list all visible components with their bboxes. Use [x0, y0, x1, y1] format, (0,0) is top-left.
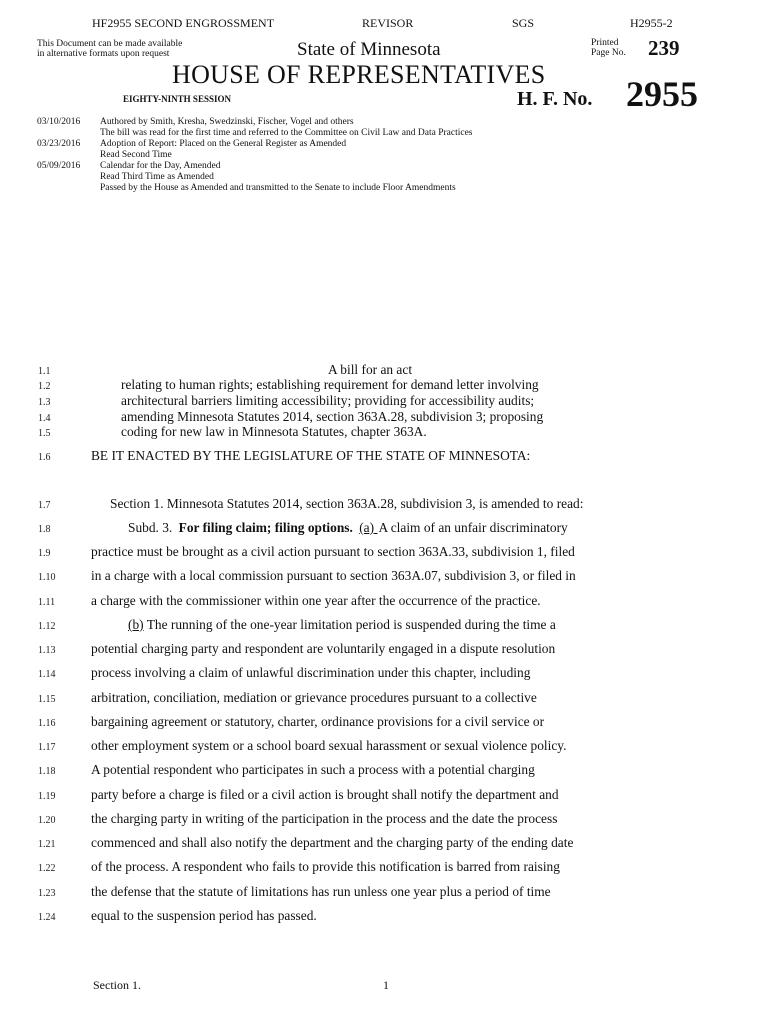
- session-label: EIGHTY-NINTH SESSION: [123, 94, 231, 104]
- header-bill-id: HF2955 SECOND ENGROSSMENT: [92, 16, 275, 30]
- history-entry: Authored by Smith, Kresha, Swedzinski, Fischer, Vogel and others: [100, 117, 354, 127]
- bill-description-line: amending Minnesota Statutes 2014, section 363A.28, subdivision 3; proposing: [121, 409, 544, 424]
- paragraph-a-line: a charge with the commissioner within one year after the occurrence of the practice.: [91, 593, 541, 608]
- hf-number: 2955: [626, 74, 698, 114]
- bill-description-line: coding for new law in Minnesota Statutes, chapter 363A.: [121, 424, 427, 439]
- hf-label: H. F. No.: [517, 88, 593, 110]
- paragraph-b-line: bargaining agreement or statutory, charter, ordinance provisions for a civil service or: [91, 714, 545, 729]
- history-entry: Passed by the House as Amended and transmitted to the Senate to include Floor Amendments: [100, 183, 456, 193]
- line-number: 1.9: [38, 548, 51, 559]
- paragraph-b-line: equal to the suspension period has passed.: [91, 908, 317, 923]
- page-number: 1: [383, 978, 389, 992]
- bill-description-line: architectural barriers limiting accessibility; providing for accessibility audits;: [121, 393, 535, 408]
- history-entry: Calendar for the Day, Amended: [100, 161, 221, 171]
- line-number: 1.22: [38, 863, 56, 874]
- line-number: 1.2: [38, 381, 51, 392]
- line-number: 1.20: [38, 815, 56, 826]
- line-number: 1.8: [38, 524, 51, 535]
- line-number: 1.14: [38, 669, 56, 680]
- paragraph-b-line: other employment system or a school board sexual harassment or sexual violence policy.: [91, 738, 567, 753]
- subdivision-heading-line: [128, 520, 568, 536]
- paragraph-b-line: arbitration, conciliation, mediation or grievance procedures pursuant to a collective: [91, 690, 537, 705]
- accessibility-notice-line-2: in alternative formats upon request: [37, 49, 170, 59]
- page-no-label: Page No.: [591, 48, 626, 58]
- paragraph-b-line: the defense that the statute of limitations has run unless one year plus a period of time: [91, 884, 551, 899]
- paragraph-a-line: in a charge with a local commission pursuant to section 363A.07, subdivision 3, or filed in: [91, 568, 576, 583]
- paragraph-a-text: A claim of an unfair discriminatory: [378, 520, 568, 535]
- history-entry: Read Second Time: [100, 150, 172, 160]
- history-entry: Read Third Time as Amended: [100, 172, 214, 182]
- line-number: 1.18: [38, 766, 56, 777]
- header-revisor: REVISOR: [362, 16, 414, 30]
- history-date: 03/10/2016: [37, 117, 81, 127]
- history-entry: Adoption of Report: Placed on the General Register as Amended: [100, 139, 347, 149]
- paragraph-b-line: potential charging party and respondent are voluntarily engaged in a dispute resolution: [91, 641, 556, 656]
- line-number: 1.12: [38, 621, 56, 632]
- subdivision-label: Subd. 3.: [128, 520, 173, 535]
- header-doc-number: H2955-2: [630, 16, 673, 30]
- paragraph-b-line: A potential respondent who participates in such a process with a potential charging: [91, 762, 535, 777]
- paragraph-b-line: process involving a claim of unlawful discrimination under this chapter, including: [91, 665, 531, 680]
- line-number: 1.4: [38, 413, 51, 424]
- line-number: 1.23: [38, 888, 56, 899]
- paragraph-b-first-line: [128, 617, 556, 633]
- line-number: 1.7: [38, 500, 51, 511]
- line-number: 1.24: [38, 912, 56, 923]
- printed-label: Printed: [591, 38, 619, 48]
- line-number: 1.6: [38, 452, 51, 463]
- history-date: 03/23/2016: [37, 139, 81, 149]
- paragraph-b-line: commenced and shall also notify the department and the charging party of the ending date: [91, 835, 574, 850]
- line-number: 1.19: [38, 791, 56, 802]
- printed-page-number: 239: [648, 36, 680, 60]
- paragraph-b-line: of the process. A respondent who fails to provide this notification is barred from raising: [91, 859, 560, 874]
- paragraph-b-text: The running of the one-year limitation period is suspended during the time a: [146, 617, 556, 632]
- chamber-title: HOUSE OF REPRESENTATIVES: [172, 60, 546, 89]
- accessibility-notice-line-1: This Document can be made available: [37, 39, 183, 49]
- paragraph-b-marker: (b): [128, 617, 144, 632]
- line-number: 1.17: [38, 742, 56, 753]
- enacting-clause: BE IT ENACTED BY THE LEGISLATURE OF THE STATE OF MINNESOTA:: [91, 448, 531, 463]
- bill-description-line: relating to human rights; establishing requirement for demand letter involving: [121, 377, 539, 392]
- paragraph-b-line: party before a charge is filed or a civil action is brought shall notify the department and: [91, 787, 559, 802]
- line-number: 1.13: [38, 645, 56, 656]
- line-number: 1.21: [38, 839, 56, 850]
- line-number: 1.10: [38, 572, 56, 583]
- line-number: 1.1: [38, 366, 51, 377]
- section-intro: Section 1. Minnesota Statutes 2014, section 363A.28, subdivision 3, is amended to read:: [110, 496, 584, 511]
- paragraph-a-line: practice must be brought as a civil action pursuant to section 363A.33, subdivision 1, filed: [91, 544, 575, 559]
- line-number: 1.16: [38, 718, 56, 729]
- paragraph-b-line: the charging party in writing of the participation in the process and the date the process: [91, 811, 558, 826]
- line-number: 1.5: [38, 428, 51, 439]
- header-initials: SGS: [512, 16, 535, 30]
- line-number: 1.3: [38, 397, 51, 408]
- paragraph-a-marker: (a): [359, 520, 375, 535]
- footer-section: Section 1.: [93, 978, 141, 992]
- history-date: 05/09/2016: [37, 161, 81, 171]
- line-number: 1.15: [38, 694, 56, 705]
- line-number: 1.11: [38, 597, 56, 608]
- history-entry: The bill was read for the first time and referred to the Committee on Civil Law and Data Practices: [100, 128, 473, 138]
- subdivision-heading: For filing claim; filing options.: [178, 520, 353, 535]
- bill-title-line: A bill for an act: [328, 362, 413, 377]
- state-name: State of Minnesota: [297, 39, 441, 60]
